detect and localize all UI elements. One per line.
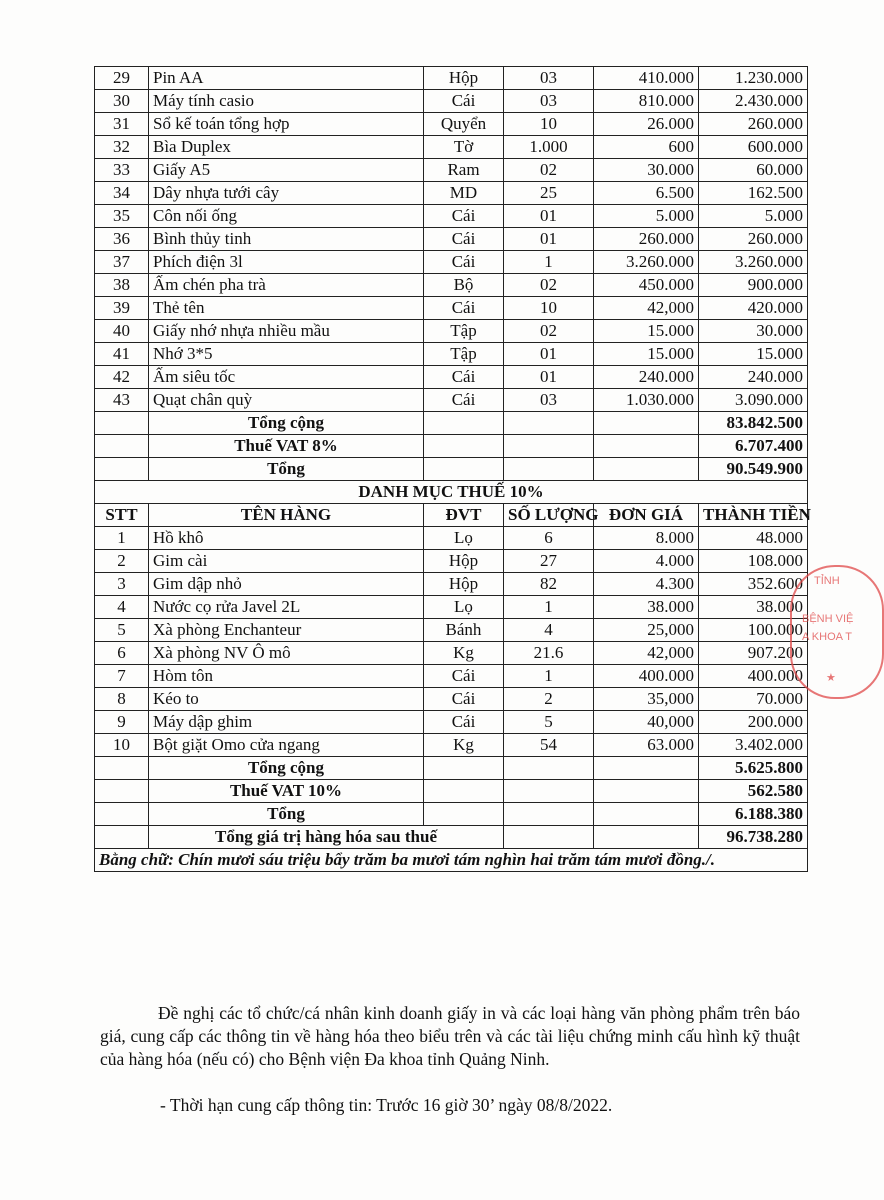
table-row (95, 389, 808, 412)
cell-price: 26.000 (594, 113, 699, 136)
cell-name: Nhớ 3*5 (149, 343, 424, 366)
section-title-row (95, 481, 808, 504)
cell-name: Sổ kế toán tổng hợp (149, 113, 424, 136)
cell-qty: 1 (504, 665, 594, 688)
cell-price: 400.000 (594, 665, 699, 688)
cell-unit: Cái (424, 251, 504, 274)
cell-name: Bình thủy tinh (149, 228, 424, 251)
cell-price: 6.500 (594, 182, 699, 205)
cell-amount: 48.000 (699, 527, 808, 550)
cell-amount: 240.000 (699, 366, 808, 389)
total-label: Tổng (149, 458, 424, 481)
table-row (95, 527, 808, 550)
cell-price: 15.000 (594, 343, 699, 366)
stamp-text-1: TỈNH (814, 575, 840, 587)
cell-amount: 400.000 (699, 665, 808, 688)
cell-stt: 38 (95, 274, 149, 297)
cell-name: Giấy nhớ nhựa nhiều mầu (149, 320, 424, 343)
cell-name: Bìa Duplex (149, 136, 424, 159)
cell-price: 30.000 (594, 159, 699, 182)
amount-in-words-row (95, 849, 808, 872)
total-row-8 (95, 458, 808, 481)
subtotal-row-10 (95, 757, 808, 780)
cell-stt: 32 (95, 136, 149, 159)
header-price: ĐƠN GIÁ (594, 504, 699, 527)
cell-unit: Cái (424, 711, 504, 734)
cell-stt: 43 (95, 389, 149, 412)
cell-amount: 30.000 (699, 320, 808, 343)
header-qty: SỐ LƯỢNG (504, 504, 594, 527)
cell-qty: 1 (504, 596, 594, 619)
cell-stt: 7 (95, 665, 149, 688)
cell-unit: MD (424, 182, 504, 205)
cell-amount: 60.000 (699, 159, 808, 182)
cell-qty: 10 (504, 297, 594, 320)
cell-unit: Hộp (424, 550, 504, 573)
table-row (95, 573, 808, 596)
cell-unit: Lọ (424, 596, 504, 619)
cell-price: 15.000 (594, 320, 699, 343)
cell-name: Bột giặt Omo cửa ngang (149, 734, 424, 757)
cell-qty: 25 (504, 182, 594, 205)
cell-amount: 352.600 (699, 573, 808, 596)
cell-qty: 01 (504, 228, 594, 251)
header-stt: STT (95, 504, 149, 527)
cell-stt: 8 (95, 688, 149, 711)
header-amount: THÀNH TIỀN (699, 504, 808, 527)
cell-stt: 36 (95, 228, 149, 251)
grand-total-value: 96.738.280 (699, 826, 808, 849)
cell-amount: 108.000 (699, 550, 808, 573)
cell-amount: 100.000 (699, 619, 808, 642)
cell-amount: 3.402.000 (699, 734, 808, 757)
cell-unit: Cái (424, 90, 504, 113)
vat-label: Thuế VAT 10% (149, 780, 424, 803)
cell-stt: 33 (95, 159, 149, 182)
cell-stt: 2 (95, 550, 149, 573)
cell-price: 42,000 (594, 297, 699, 320)
cell-unit: Cái (424, 389, 504, 412)
cell-name: Gim cài (149, 550, 424, 573)
cell-stt: 39 (95, 297, 149, 320)
cell-unit: Cái (424, 688, 504, 711)
cell-name: Hòm tôn (149, 665, 424, 688)
cell-unit: Tập (424, 343, 504, 366)
cell-qty: 01 (504, 205, 594, 228)
hospital-stamp (790, 565, 884, 699)
cell-price: 5.000 (594, 205, 699, 228)
cell-stt: 31 (95, 113, 149, 136)
cell-name: Máy dập ghim (149, 711, 424, 734)
cell-name: Dây nhựa tưới cây (149, 182, 424, 205)
subtotal-label: Tổng cộng (149, 412, 424, 435)
cell-qty: 03 (504, 67, 594, 90)
cell-price: 25,000 (594, 619, 699, 642)
cell-amount: 1.230.000 (699, 67, 808, 90)
cell-stt: 4 (95, 596, 149, 619)
table-row (95, 366, 808, 389)
subtotal-value: 5.625.800 (699, 757, 808, 780)
cell-amount: 2.430.000 (699, 90, 808, 113)
section-title: DANH MỤC THUẾ 10% (95, 481, 808, 504)
cell-stt: 3 (95, 573, 149, 596)
cell-amount: 3.090.000 (699, 389, 808, 412)
cell-name: Nước cọ rửa Javel 2L (149, 596, 424, 619)
cell-stt: 34 (95, 182, 149, 205)
amount-in-words: Bằng chữ: Chín mươi sáu triệu bẩy trăm ba mươi tám nghìn hai trăm tám mươi đồng./. (95, 849, 808, 872)
table-row (95, 343, 808, 366)
table-row (95, 642, 808, 665)
cell-amount: 5.000 (699, 205, 808, 228)
vat-value: 6.707.400 (699, 435, 808, 458)
cell-qty: 21.6 (504, 642, 594, 665)
cell-price: 35,000 (594, 688, 699, 711)
cell-qty: 01 (504, 343, 594, 366)
cell-name: Gim dập nhỏ (149, 573, 424, 596)
table-row (95, 228, 808, 251)
cell-qty: 03 (504, 90, 594, 113)
table-row (95, 90, 808, 113)
table-row (95, 274, 808, 297)
cell-price: 240.000 (594, 366, 699, 389)
cell-unit: Kg (424, 642, 504, 665)
cell-unit: Tập (424, 320, 504, 343)
cell-stt: 37 (95, 251, 149, 274)
cell-amount: 907.200 (699, 642, 808, 665)
cell-unit: Cái (424, 366, 504, 389)
cell-qty: 4 (504, 619, 594, 642)
header-unit: ĐVT (424, 504, 504, 527)
cell-qty: 02 (504, 320, 594, 343)
cell-stt: 9 (95, 711, 149, 734)
total-row-10 (95, 803, 808, 826)
table-row (95, 711, 808, 734)
cell-price: 260.000 (594, 228, 699, 251)
cell-amount: 420.000 (699, 297, 808, 320)
table-row (95, 159, 808, 182)
cell-unit: Cái (424, 665, 504, 688)
cell-unit: Hộp (424, 67, 504, 90)
cell-amount: 38.000 (699, 596, 808, 619)
cell-unit: Kg (424, 734, 504, 757)
cell-price: 42,000 (594, 642, 699, 665)
cell-price: 450.000 (594, 274, 699, 297)
star-icon: ★ (826, 672, 836, 684)
cell-qty: 10 (504, 113, 594, 136)
cell-qty: 54 (504, 734, 594, 757)
subtotal-row-8 (95, 412, 808, 435)
cell-amount: 200.000 (699, 711, 808, 734)
cell-qty: 02 (504, 159, 594, 182)
cell-price: 38.000 (594, 596, 699, 619)
cell-stt: 5 (95, 619, 149, 642)
table-row (95, 734, 808, 757)
table-row (95, 113, 808, 136)
cell-amount: 260.000 (699, 228, 808, 251)
table-header (95, 504, 808, 527)
cell-unit: Cái (424, 228, 504, 251)
total-value: 6.188.380 (699, 803, 808, 826)
cell-price: 600 (594, 136, 699, 159)
cell-stt: 41 (95, 343, 149, 366)
header-name: TÊN HÀNG (149, 504, 424, 527)
table-row (95, 251, 808, 274)
cell-stt: 35 (95, 205, 149, 228)
table-row (95, 320, 808, 343)
cell-amount: 900.000 (699, 274, 808, 297)
cell-name: Pin AA (149, 67, 424, 90)
table-row (95, 665, 808, 688)
vat-row-8 (95, 435, 808, 458)
cell-unit: Hộp (424, 573, 504, 596)
cell-qty: 03 (504, 389, 594, 412)
cell-qty: 1 (504, 251, 594, 274)
stamp-text-3: A KHOA T (802, 631, 852, 643)
table-row (95, 205, 808, 228)
cell-name: Giấy A5 (149, 159, 424, 182)
cell-amount: 70.000 (699, 688, 808, 711)
cell-price: 4.300 (594, 573, 699, 596)
cell-price: 410.000 (594, 67, 699, 90)
cell-unit: Cái (424, 297, 504, 320)
cell-qty: 01 (504, 366, 594, 389)
cell-name: Phích điện 3l (149, 251, 424, 274)
cell-name: Ấm siêu tốc (149, 366, 424, 389)
quotation-table (94, 66, 811, 872)
cell-qty: 27 (504, 550, 594, 573)
cell-stt: 40 (95, 320, 149, 343)
cell-price: 63.000 (594, 734, 699, 757)
table-row (95, 619, 808, 642)
cell-name: Xà phòng NV Ô mô (149, 642, 424, 665)
cell-unit: Ram (424, 159, 504, 182)
cell-unit: Lọ (424, 527, 504, 550)
cell-stt: 30 (95, 90, 149, 113)
request-paragraph: Đề nghị các tổ chức/cá nhân kinh doanh giấy in và các loại hàng văn phòng phẩm trên báo giá, cung cấp các thông tin về hàng hóa theo biểu trên và các tài liệu chứng minh cấu hình kỹ thuật của hàng hóa (nếu có) cho Bệnh viện Đa khoa tỉnh Quảng Ninh. (100, 1003, 800, 1069)
deadline-line: - Thời hạn cung cấp thông tin: Trước 16 giờ 30’ ngày 08/8/2022. (160, 1095, 613, 1115)
cell-amount: 15.000 (699, 343, 808, 366)
cell-stt: 1 (95, 527, 149, 550)
cell-amount: 3.260.000 (699, 251, 808, 274)
cell-name: Côn nối ống (149, 205, 424, 228)
vat-row-10 (95, 780, 808, 803)
cell-price: 8.000 (594, 527, 699, 550)
cell-qty: 1.000 (504, 136, 594, 159)
cell-price: 810.000 (594, 90, 699, 113)
total-value: 90.549.900 (699, 458, 808, 481)
grand-total-row (95, 826, 808, 849)
cell-name: Máy tính casio (149, 90, 424, 113)
table-row (95, 550, 808, 573)
table-row (95, 182, 808, 205)
table-row (95, 688, 808, 711)
grand-total-label: Tổng giá trị hàng hóa sau thuế (149, 826, 504, 849)
cell-unit: Cái (424, 205, 504, 228)
subtotal-value: 83.842.500 (699, 412, 808, 435)
cell-stt: 10 (95, 734, 149, 757)
cell-price: 1.030.000 (594, 389, 699, 412)
cell-qty: 82 (504, 573, 594, 596)
cell-price: 4.000 (594, 550, 699, 573)
table-row (95, 136, 808, 159)
table-row (95, 596, 808, 619)
cell-stt: 29 (95, 67, 149, 90)
cell-name: Xà phòng Enchanteur (149, 619, 424, 642)
subtotal-label: Tổng cộng (149, 757, 424, 780)
cell-name: Ấm chén pha trà (149, 274, 424, 297)
table-row (95, 297, 808, 320)
cell-name: Hồ khô (149, 527, 424, 550)
total-label: Tổng (149, 803, 424, 826)
cell-qty: 5 (504, 711, 594, 734)
cell-name: Thẻ tên (149, 297, 424, 320)
cell-price: 40,000 (594, 711, 699, 734)
cell-unit: Bộ (424, 274, 504, 297)
cell-price: 3.260.000 (594, 251, 699, 274)
stamp-text-2: BỆNH VIỆ (802, 613, 854, 625)
vat-label: Thuế VAT 8% (149, 435, 424, 458)
cell-name: Quạt chân quỳ (149, 389, 424, 412)
cell-unit: Quyển (424, 113, 504, 136)
cell-stt: 6 (95, 642, 149, 665)
cell-unit: Tờ (424, 136, 504, 159)
cell-unit: Bánh (424, 619, 504, 642)
vat-value: 562.580 (699, 780, 808, 803)
cell-amount: 162.500 (699, 182, 808, 205)
cell-qty: 2 (504, 688, 594, 711)
cell-amount: 260.000 (699, 113, 808, 136)
cell-name: Kéo to (149, 688, 424, 711)
cell-stt: 42 (95, 366, 149, 389)
table-row (95, 67, 808, 90)
cell-amount: 600.000 (699, 136, 808, 159)
cell-qty: 02 (504, 274, 594, 297)
cell-qty: 6 (504, 527, 594, 550)
